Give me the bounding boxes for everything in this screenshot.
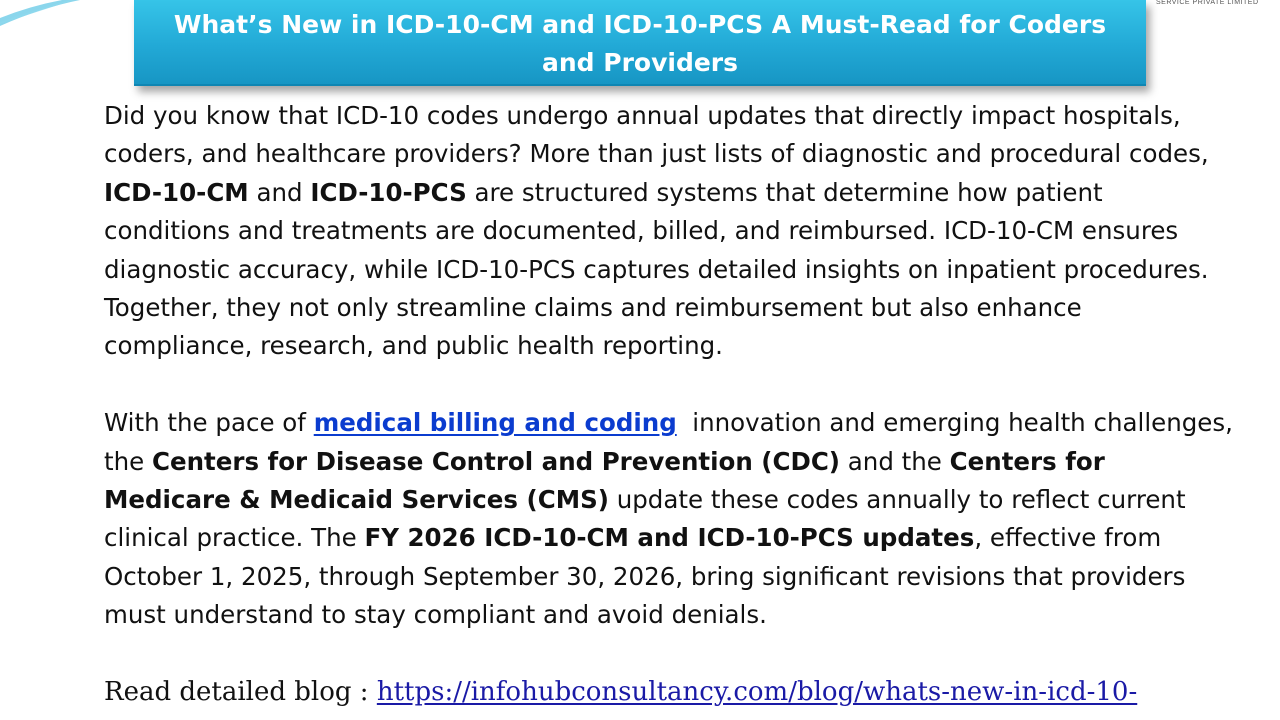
context-paragraph (104, 404, 1241, 634)
paragraph-spacer (104, 366, 1234, 404)
text-run: and the (840, 446, 950, 476)
bold-cms: Centers for Medicare & Medicaid Services (CMS) (104, 446, 1105, 515)
text-run: update these codes annually to reflect current clinical practice. The (104, 485, 1186, 553)
corner-swoosh-decoration (0, 0, 80, 28)
bold-icd10pcs: ICD-10-PCS (310, 177, 467, 207)
read-blog-label: Read detailed blog : (104, 677, 377, 708)
text-run: innovation and emerging health challenges, the (104, 408, 1241, 476)
text-run: Did you know that ICD-10 codes undergo annual updates that directly impact hospitals, coders, and healthcare providers? More than just lists of diagnostic and procedural codes, (104, 101, 1209, 169)
text-run: With the pace of (104, 408, 314, 438)
text-run: are structured systems that determine how patient conditions and treatments are documented, billed, and reimbursed. ICD-10-CM ensures diagnostic accuracy, while ICD-10-PCS captures detailed insights on inpatient procedures. Together, they not only streamline claims and reimbursement but also enhance compliance, research, and public health reporting. (104, 177, 1209, 361)
title-banner (134, 0, 1146, 86)
intro-paragraph (104, 97, 1234, 366)
paragraph-spacer (104, 635, 1234, 673)
blog-url-link[interactable]: https://infohubconsultancy.com/blog/whats-new-in-icd-10- (376, 677, 1138, 708)
bold-icd10cm: ICD-10-CM (104, 177, 249, 207)
read-blog-line (104, 673, 1234, 711)
medical-billing-link[interactable]: medical billing and coding (313, 408, 677, 438)
bold-cdc: Centers for Disease Control and Prevention (CDC) (152, 446, 840, 476)
text-run: and (248, 177, 311, 207)
slide-title: What’s New in ICD-10-CM and ICD-10-PCS A Must-Read for Coders and Providers (173, 10, 1107, 77)
text-run: , effective from October 1, 2025, through September 30, 2026, bring significant revisions that providers must understand to stay compliant and avoid denials. (104, 523, 1186, 630)
content-body (104, 97, 1241, 711)
bold-fy2026-updates: FY 2026 ICD-10-CM and ICD-10-PCS updates (364, 523, 975, 553)
company-logo-text: SERVICE PRIVATE LIMITED (1156, 0, 1259, 6)
